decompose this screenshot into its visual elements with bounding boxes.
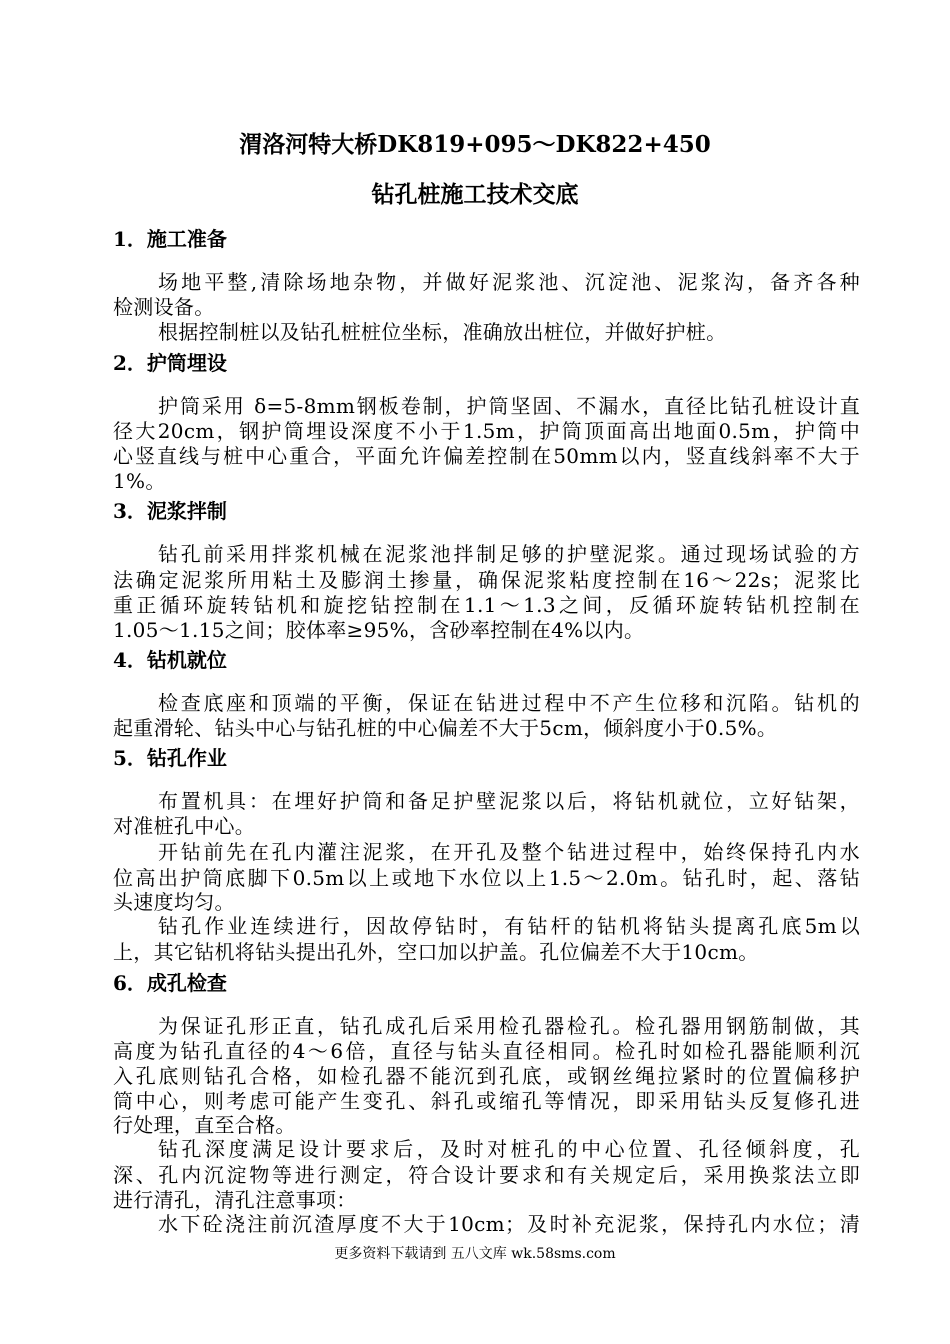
paragraph-line: 心竖直线与桩中心重合，平面允许偏差控制在50mm以内，竖直线斜率不大于 bbox=[113, 444, 860, 468]
footer-link-text: 更多资料下载请到 五八文库 wk.58sms.com bbox=[334, 1246, 616, 1262]
paragraph-line: 上，其它钻机将钻头提出孔外，空口加以护盖。孔位偏差不大于10cm。 bbox=[113, 940, 759, 964]
paragraph-line: 法确定泥浆所用粘土及膨润土掺量，确保泥浆粘度控制在16～22s；泥浆比 bbox=[113, 568, 860, 592]
section-heading-4: 4．钻机就位 bbox=[113, 648, 227, 672]
paragraph-line: 筒中心，则考虑可能产生变孔、斜孔或缩孔等情况，即采用钻头反复修孔进 bbox=[113, 1089, 860, 1113]
paragraph-line: 位高出护筒底脚下0.5m以上或地下水位以上1.5～2.0m。钻孔时，起、落钻 bbox=[113, 866, 860, 890]
paragraph-line: 钻孔作业连续进行，因故停钻时，有钻杆的钻机将钻头提离孔底5m以 bbox=[158, 914, 860, 938]
paragraph-line: 进行清孔，清孔注意事项： bbox=[113, 1188, 357, 1212]
paragraph-line: 深、孔内沉淀物等进行测定，符合设计要求和有关规定后，采用换浆法立即 bbox=[113, 1163, 860, 1187]
paragraph-line: 高度为钻孔直径的4～6倍，直径与钻头直径相同。检孔时如检孔器能顺利沉 bbox=[113, 1039, 860, 1063]
paragraph-line: 行处理，直至合格。 bbox=[113, 1113, 296, 1137]
paragraph-line: 起重滑轮、钻头中心与钻孔桩的中心偏差不大于5cm，倾斜度小于0.5%。 bbox=[113, 716, 778, 740]
section-heading-3: 3．泥浆拌制 bbox=[113, 499, 227, 523]
paragraph-line: 1.05～1.15之间；胶体率≥95%，含砂率控制在4%以内。 bbox=[113, 618, 645, 642]
paragraph-line: 根据控制桩以及钻孔桩桩位坐标，准确放出桩位，并做好护桩。 bbox=[158, 320, 727, 344]
section-heading-1: 1．施工准备 bbox=[113, 227, 227, 251]
paragraph-line: 头速度均匀。 bbox=[113, 890, 235, 914]
paragraph-line: 布置机具：在埋好护筒和备足护壁泥浆以后，将钻机就位，立好钻架， bbox=[158, 789, 860, 813]
paragraph-line: 开钻前先在孔内灌注泥浆，在开孔及整个钻进过程中，始终保持孔内水 bbox=[158, 840, 860, 864]
paragraph-line: 场地平整,清除场地杂物，并做好泥浆池、沉淀池、泥浆沟，备齐各种 bbox=[158, 270, 860, 294]
paragraph-line: 检测设备。 bbox=[113, 295, 215, 319]
paragraph-line: 入孔底则钻孔合格，如检孔器不能沉到孔底，或钢丝绳拉紧时的位置偏移护 bbox=[113, 1064, 860, 1088]
paragraph-line: 检查底座和顶端的平衡，保证在钻进过程中不产生位移和沉陷。钻机的 bbox=[158, 691, 860, 715]
paragraph-line: 护筒采用 δ=5-8mm钢板卷制，护筒坚固、不漏水，直径比钻孔桩设计直 bbox=[158, 394, 860, 418]
section-heading-5: 5．钻孔作业 bbox=[113, 746, 227, 770]
paragraph-line: 钻孔深度满足设计要求后，及时对桩孔的中心位置、孔径倾斜度，孔 bbox=[158, 1137, 860, 1161]
paragraph-line: 为保证孔形正直，钻孔成孔后采用检孔器检孔。检孔器用钢筋制做，其 bbox=[158, 1014, 860, 1038]
paragraph-line: 钻孔前采用拌浆机械在泥浆池拌制足够的护壁泥浆。通过现场试验的方 bbox=[158, 542, 860, 566]
section-heading-6: 6．成孔检查 bbox=[113, 971, 227, 995]
section-heading-2: 2．护筒埋设 bbox=[113, 351, 227, 375]
paragraph-line: 重正循环旋转钻机和旋挖钻控制在1.1～1.3之间，反循环旋转钻机控制在 bbox=[113, 593, 860, 617]
document-subtitle: 钻孔桩施工技术交底 bbox=[371, 181, 579, 208]
paragraph-line: 水下砼浇注前沉渣厚度不大于10cm；及时补充泥浆，保持孔内水位；清 bbox=[158, 1212, 860, 1236]
paragraph-line: 1%。 bbox=[113, 469, 166, 493]
paragraph-line: 对准桩孔中心。 bbox=[113, 814, 256, 838]
document-title: 渭洛河特大桥DK819+095～DK822+450 bbox=[239, 131, 711, 158]
paragraph-line: 径大20cm，钢护筒埋设深度不小于1.5m，护筒顶面高出地面0.5m，护筒中 bbox=[113, 419, 860, 443]
